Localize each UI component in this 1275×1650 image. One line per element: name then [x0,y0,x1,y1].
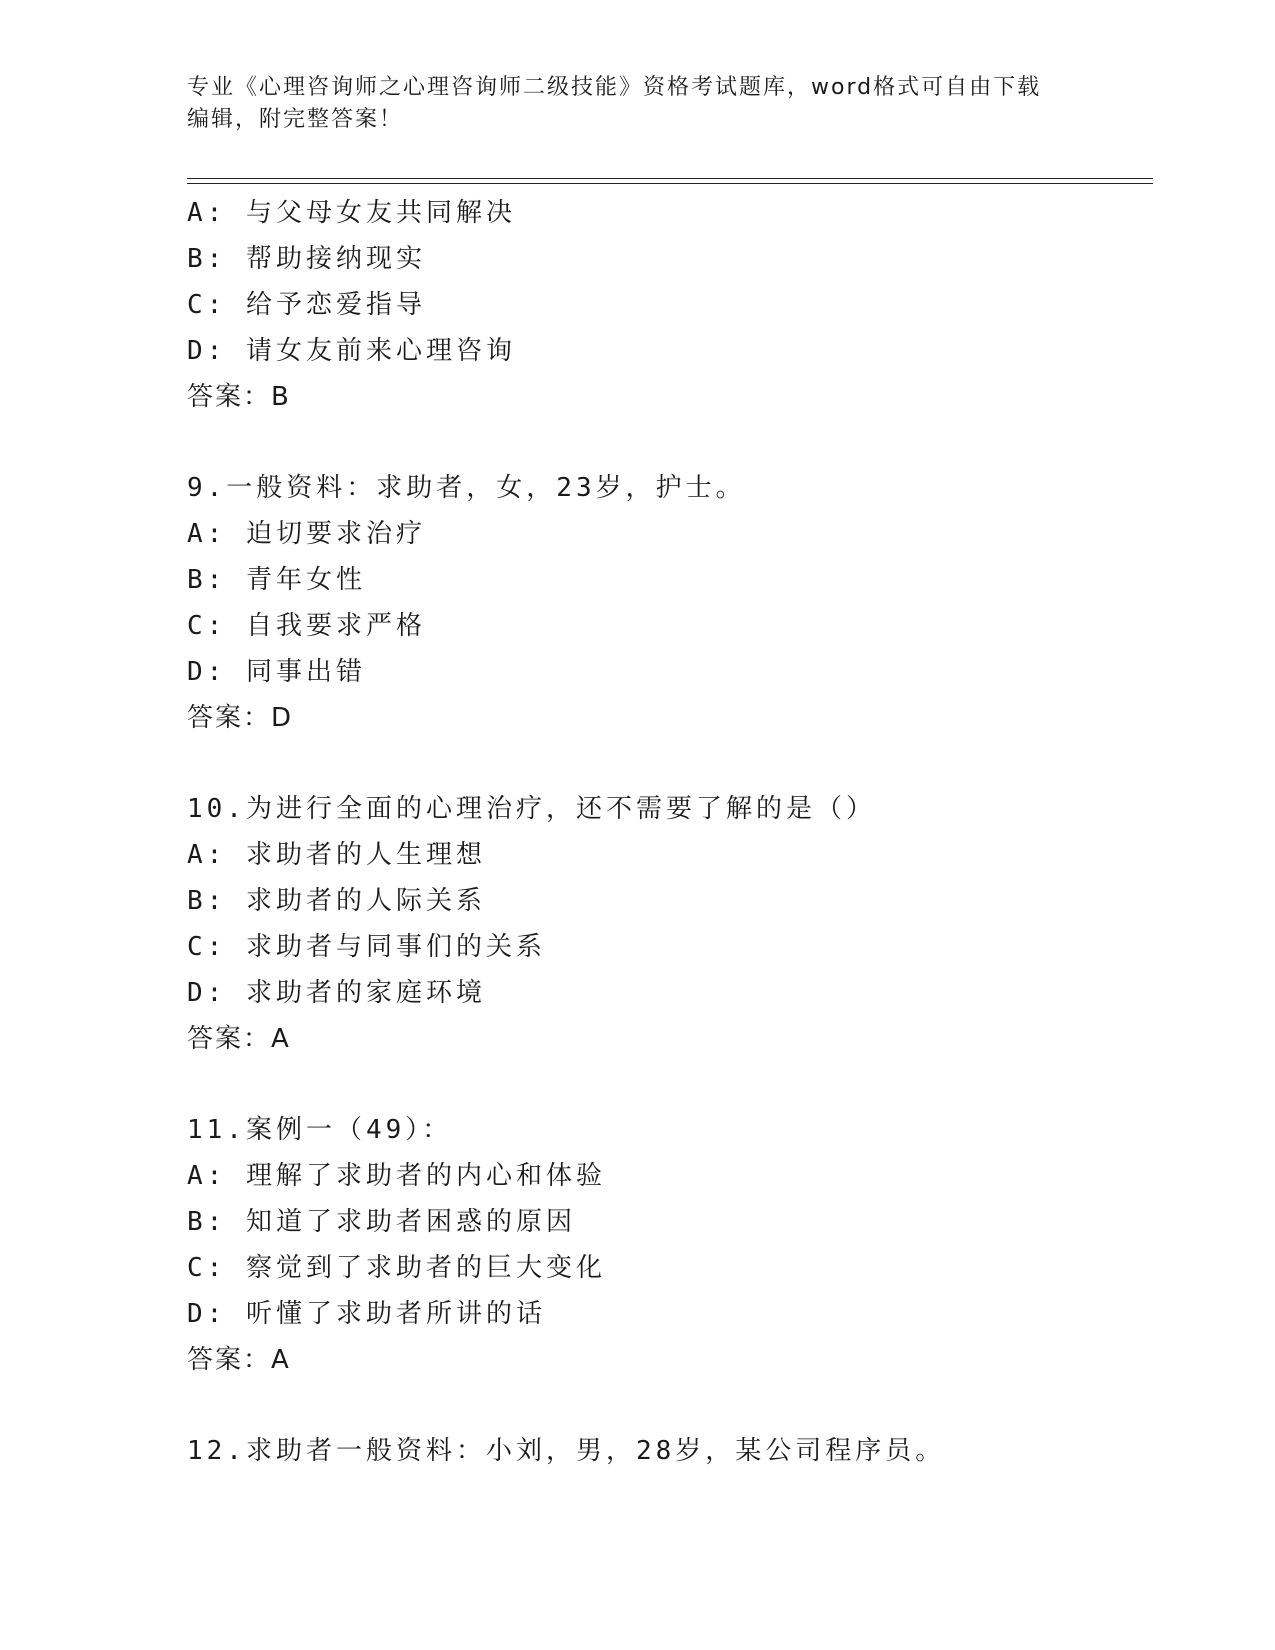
option-a: A: 与父母女友共同解决 [187,198,516,228]
option-d: D: 求助者的家庭环境 [187,978,486,1008]
question-list [187,190,1147,1474]
question-block-9 [187,465,1147,741]
question-block-8 [187,190,1147,420]
question-block-12 [187,1428,1147,1474]
header-line-1: 专业《心理咨询师之心理咨询师二级技能》资格考试题库，word格式可自由下载 [187,75,1042,100]
option-b: B: 知道了求助者困惑的原因 [187,1207,576,1237]
question-block-10 [187,786,1147,1062]
option-c: C: 察觉到了求助者的巨大变化 [187,1253,606,1283]
header-divider-top [187,178,1153,179]
option-d: D: 同事出错 [187,657,366,687]
option-a: A: 理解了求助者的内心和体验 [187,1161,606,1191]
spacer [187,1383,1147,1428]
option-c: C: 自我要求严格 [187,611,426,641]
spacer [187,1062,1147,1107]
answer-line: 答案：B [187,382,291,412]
answer-line: 答案：A [187,1345,291,1375]
header-line-2: 编辑，附完整答案！ [187,107,404,132]
option-d: D: 请女友前来心理咨询 [187,336,516,366]
option-d: D: 听懂了求助者所讲的话 [187,1299,546,1329]
answer-line: 答案：D [187,703,294,733]
option-c: C: 给予恋爱指导 [187,290,426,320]
document-header [187,72,1087,136]
header-divider-bottom [187,183,1153,184]
question-text: 11.案例一（49）： [187,1115,453,1145]
option-b: B: 帮助接纳现实 [187,244,426,274]
option-b: B: 青年女性 [187,565,366,595]
option-a: A: 求助者的人生理想 [187,840,486,870]
question-text: 10.为进行全面的心理治疗，还不需要了解的是（） [187,794,876,824]
question-text: 12.求助者一般资料：小刘，男，28岁，某公司程序员。 [187,1436,946,1466]
question-text: 9.一般资料：求助者，女，23岁，护士。 [187,473,746,503]
spacer [187,741,1147,786]
option-b: B: 求助者的人际关系 [187,886,486,916]
option-a: A: 迫切要求治疗 [187,519,426,549]
question-block-11 [187,1107,1147,1383]
answer-line: 答案：A [187,1024,291,1054]
spacer [187,420,1147,465]
option-c: C: 求助者与同事们的关系 [187,932,546,962]
